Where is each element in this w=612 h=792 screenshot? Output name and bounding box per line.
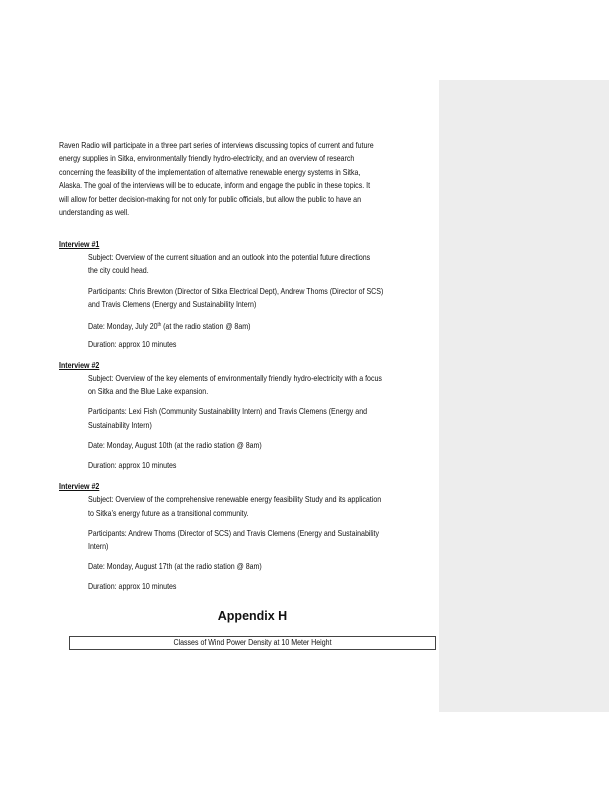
intro-line: energy supplies in Sitka, environmentally friendly hydro-electricity, and an overview of research	[59, 154, 355, 163]
interview-subject: to Sitka’s energy future as a transitional community.	[88, 509, 249, 518]
table-caption-text: Classes of Wind Power Density at 10 Meter Height	[173, 638, 332, 647]
intro-line: understanding as well.	[59, 208, 130, 217]
appendix-title: Appendix H	[217, 609, 288, 623]
intro-line: concerning the feasibility of the implementation of alternative renewable energy systems in Sitka,	[59, 168, 361, 177]
date-text: (at the radio station @ 8am)	[161, 322, 251, 331]
intro-line: Raven Radio will participate in a three part series of interviews discussing topics of current and future	[59, 141, 374, 150]
interview-date: Date: Monday, August 10th (at the radio station @ 8am)	[88, 441, 262, 450]
date-superscript: th	[157, 322, 162, 328]
interview-participants: Participants: Lexi Fish (Community Sustainability Intern) and Travis Clemens (Energy and	[88, 407, 368, 416]
interview-subject: Subject: Overview of the comprehensive renewable energy feasibility Study and its application	[88, 495, 382, 504]
interview-participants: Intern)	[88, 542, 109, 551]
interview-participants: and Travis Clemens (Energy and Sustainability Intern)	[88, 300, 257, 309]
interview-subject: Subject: Overview of the current situation and an outlook into the potential future directions	[88, 253, 371, 262]
date-text: Date: Monday, July 20	[88, 322, 158, 331]
interview-subject: Subject: Overview of the key elements of environmentally friendly hydro-electricity with a focus	[88, 374, 382, 383]
interview-duration: Duration: approx 10 minutes	[88, 582, 177, 591]
interview-participants: Sustainability Intern)	[88, 421, 152, 430]
interview-heading: Interview #1	[59, 240, 100, 249]
wind-power-table-header	[69, 636, 436, 650]
interview-participants: Participants: Andrew Thoms (Director of SCS) and Travis Clemens (Energy and Sustainability	[88, 529, 380, 538]
intro-line: Alaska. The goal of the interviews will be to educate, inform and engage the public in these topics. It	[59, 181, 371, 190]
interview-duration: Duration: approx 10 minutes	[88, 461, 177, 470]
interview-date: Date: Monday, August 17th (at the radio station @ 8am)	[88, 562, 262, 571]
interview-heading: Interview #2	[59, 482, 100, 491]
interview-date	[88, 320, 250, 332]
interview-duration: Duration: approx 10 minutes	[88, 340, 177, 349]
interview-subject: the city could head.	[88, 266, 149, 275]
interview-participants: Participants: Chris Brewton (Director of Sitka Electrical Dept), Andrew Thoms (Director of SCS)	[88, 287, 384, 296]
intro-line: will allow for better decision-making for not only for public officials, but allow the public to have an	[59, 195, 362, 204]
interview-subject: on Sitka and the Blue Lake expansion.	[88, 387, 209, 396]
interview-heading: Interview #2	[59, 361, 100, 370]
